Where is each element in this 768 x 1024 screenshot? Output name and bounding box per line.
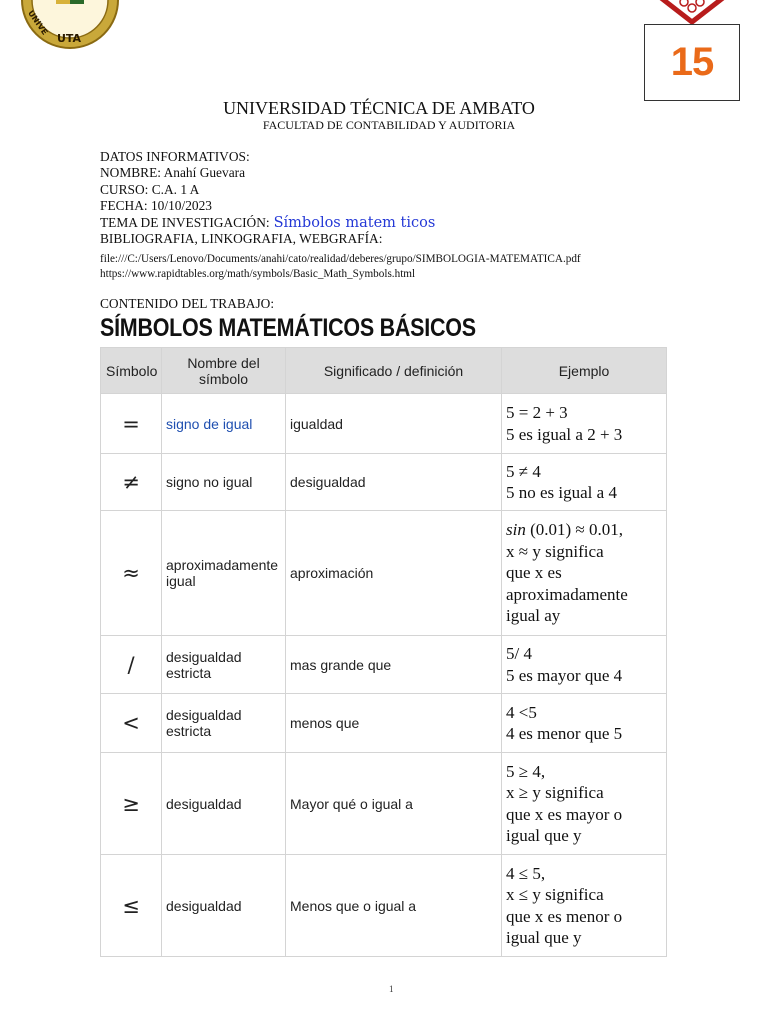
header-ejemplo: Ejemplo xyxy=(502,348,667,394)
fecha: FECHA: 10/10/2023 xyxy=(100,198,212,214)
example-line: aproximadamente xyxy=(506,584,628,604)
meaning-cell: aproximación xyxy=(286,511,502,636)
corner-emblem xyxy=(654,0,730,24)
table-row xyxy=(101,753,667,855)
example-line: 5 ≠ 4 xyxy=(506,461,541,481)
symbol-cell: ≈ xyxy=(101,511,162,636)
example-line: 4 ≤ 5, xyxy=(506,863,546,883)
faculty-title: FACULTAD DE CONTABILIDAD Y AUDITORIA xyxy=(262,118,516,132)
example-cell xyxy=(502,636,667,694)
meaning-cell: desigualdad xyxy=(286,454,502,511)
reference-link-2[interactable]: https://www.rapidtables.org/math/symbols/Basic_Math_Symbols.html xyxy=(100,267,416,280)
example-cell xyxy=(502,394,667,454)
example-line: igual que y xyxy=(506,928,582,947)
example-line: que x es menor o xyxy=(506,906,623,926)
example-line: 5 = 2 + 3 xyxy=(506,403,568,422)
tema-row xyxy=(100,215,680,231)
symbol-cell: = xyxy=(101,394,162,454)
symbol-cell: ≠ xyxy=(101,454,162,511)
example-line: 5 ≥ 4, xyxy=(506,761,546,781)
table-row xyxy=(101,636,667,694)
grade-box xyxy=(644,24,740,101)
name-cell: desigualdad xyxy=(162,753,286,855)
example-cell xyxy=(502,694,667,753)
svg-text:UTA: UTA xyxy=(56,32,82,45)
curso: CURSO: C.A. 1 A xyxy=(100,181,200,197)
symbol-cell: ≥ xyxy=(101,753,162,855)
meaning-cell: menos que xyxy=(286,694,502,753)
example-cell xyxy=(502,855,667,957)
example-line: 5 es mayor que 4 xyxy=(506,665,623,685)
name-cell-link[interactable]: signo de igual xyxy=(162,394,286,454)
example-line: igual ay xyxy=(506,606,561,626)
table-row xyxy=(101,511,667,636)
meaning-cell: mas grande que xyxy=(286,636,502,694)
table-row xyxy=(101,394,667,454)
example-cell xyxy=(502,454,667,511)
svg-text:UNIVE: UNIVE xyxy=(26,8,50,37)
name-cell: signo no igual xyxy=(162,454,286,511)
example-line: 5 es igual a 2 + 3 xyxy=(506,424,623,444)
meaning-cell: Mayor qué o igual a xyxy=(286,753,502,855)
university-logo xyxy=(20,0,120,50)
meaning-cell: Menos que o igual a xyxy=(286,855,502,957)
example-line: 4 <5 xyxy=(506,702,537,722)
tema-label: TEMA DE INVESTIGACIÓN: xyxy=(100,214,270,230)
example-line: que x es xyxy=(506,563,562,583)
datos-label: DATOS INFORMATIVOS: xyxy=(100,149,250,164)
tema-value: Símbolos matem ticos xyxy=(273,214,436,231)
name-cell: desigualdad estricta xyxy=(162,636,286,694)
section-heading: SÍMBOLOS MATEMÁTICOS BÁSICOS xyxy=(100,314,476,342)
header-simbolo: Símbolo xyxy=(101,348,162,394)
table-row xyxy=(101,855,667,957)
table-header-row xyxy=(101,348,667,394)
page-number: 1 xyxy=(389,984,394,994)
header-nombre: Nombre del símbolo xyxy=(162,348,286,394)
example-line: 4 es menor que 5 xyxy=(506,724,623,743)
table-row xyxy=(101,454,667,511)
example-cell xyxy=(502,753,667,855)
symbol-cell: < xyxy=(101,694,162,753)
symbol-cell: ≤ xyxy=(101,855,162,957)
example-line: igual que y xyxy=(506,826,582,845)
example-line: 5 no es igual a 4 xyxy=(506,483,617,502)
table-row xyxy=(101,694,667,753)
reference-links xyxy=(100,252,581,281)
example-cell xyxy=(502,511,667,636)
biblio-label: BIBLIOGRAFIA, LINKOGRAFIA, WEBGRAFÍA: xyxy=(100,231,383,247)
contenido-label: CONTENIDO DEL TRABAJO: xyxy=(100,296,275,311)
reference-link-1[interactable]: file:///C:/Users/Lenovo/Documents/anahi/cato/realidad/deberes/grupo/SIMBOLOGIA-MATEMATICA.pdf xyxy=(100,253,581,265)
example-line: 5/ 4 xyxy=(506,644,532,663)
example-line: sin (0.01) ≈ 0.01, xyxy=(506,520,623,540)
name-cell: desigualdad xyxy=(162,855,286,957)
symbol-cell: / xyxy=(101,636,162,694)
example-line: x ≈ y significa xyxy=(506,541,604,561)
grade-value: 15 xyxy=(670,40,714,84)
example-line: x ≤ y significa xyxy=(506,885,604,904)
nombre: NOMBRE: Anahí Guevara xyxy=(100,165,246,181)
name-cell: aproximadamente igual xyxy=(162,511,286,636)
info-block xyxy=(100,149,680,247)
example-line: x ≥ y significa xyxy=(506,783,604,802)
name-cell: desigualdad estricta xyxy=(162,694,286,753)
university-title: UNIVERSIDAD TÉCNICA DE AMBATO xyxy=(223,98,535,118)
symbols-table xyxy=(100,347,667,957)
header-significado: Significado / definición xyxy=(286,348,502,394)
meaning-cell: igualdad xyxy=(286,394,502,454)
example-line: que x es mayor o xyxy=(506,804,623,824)
